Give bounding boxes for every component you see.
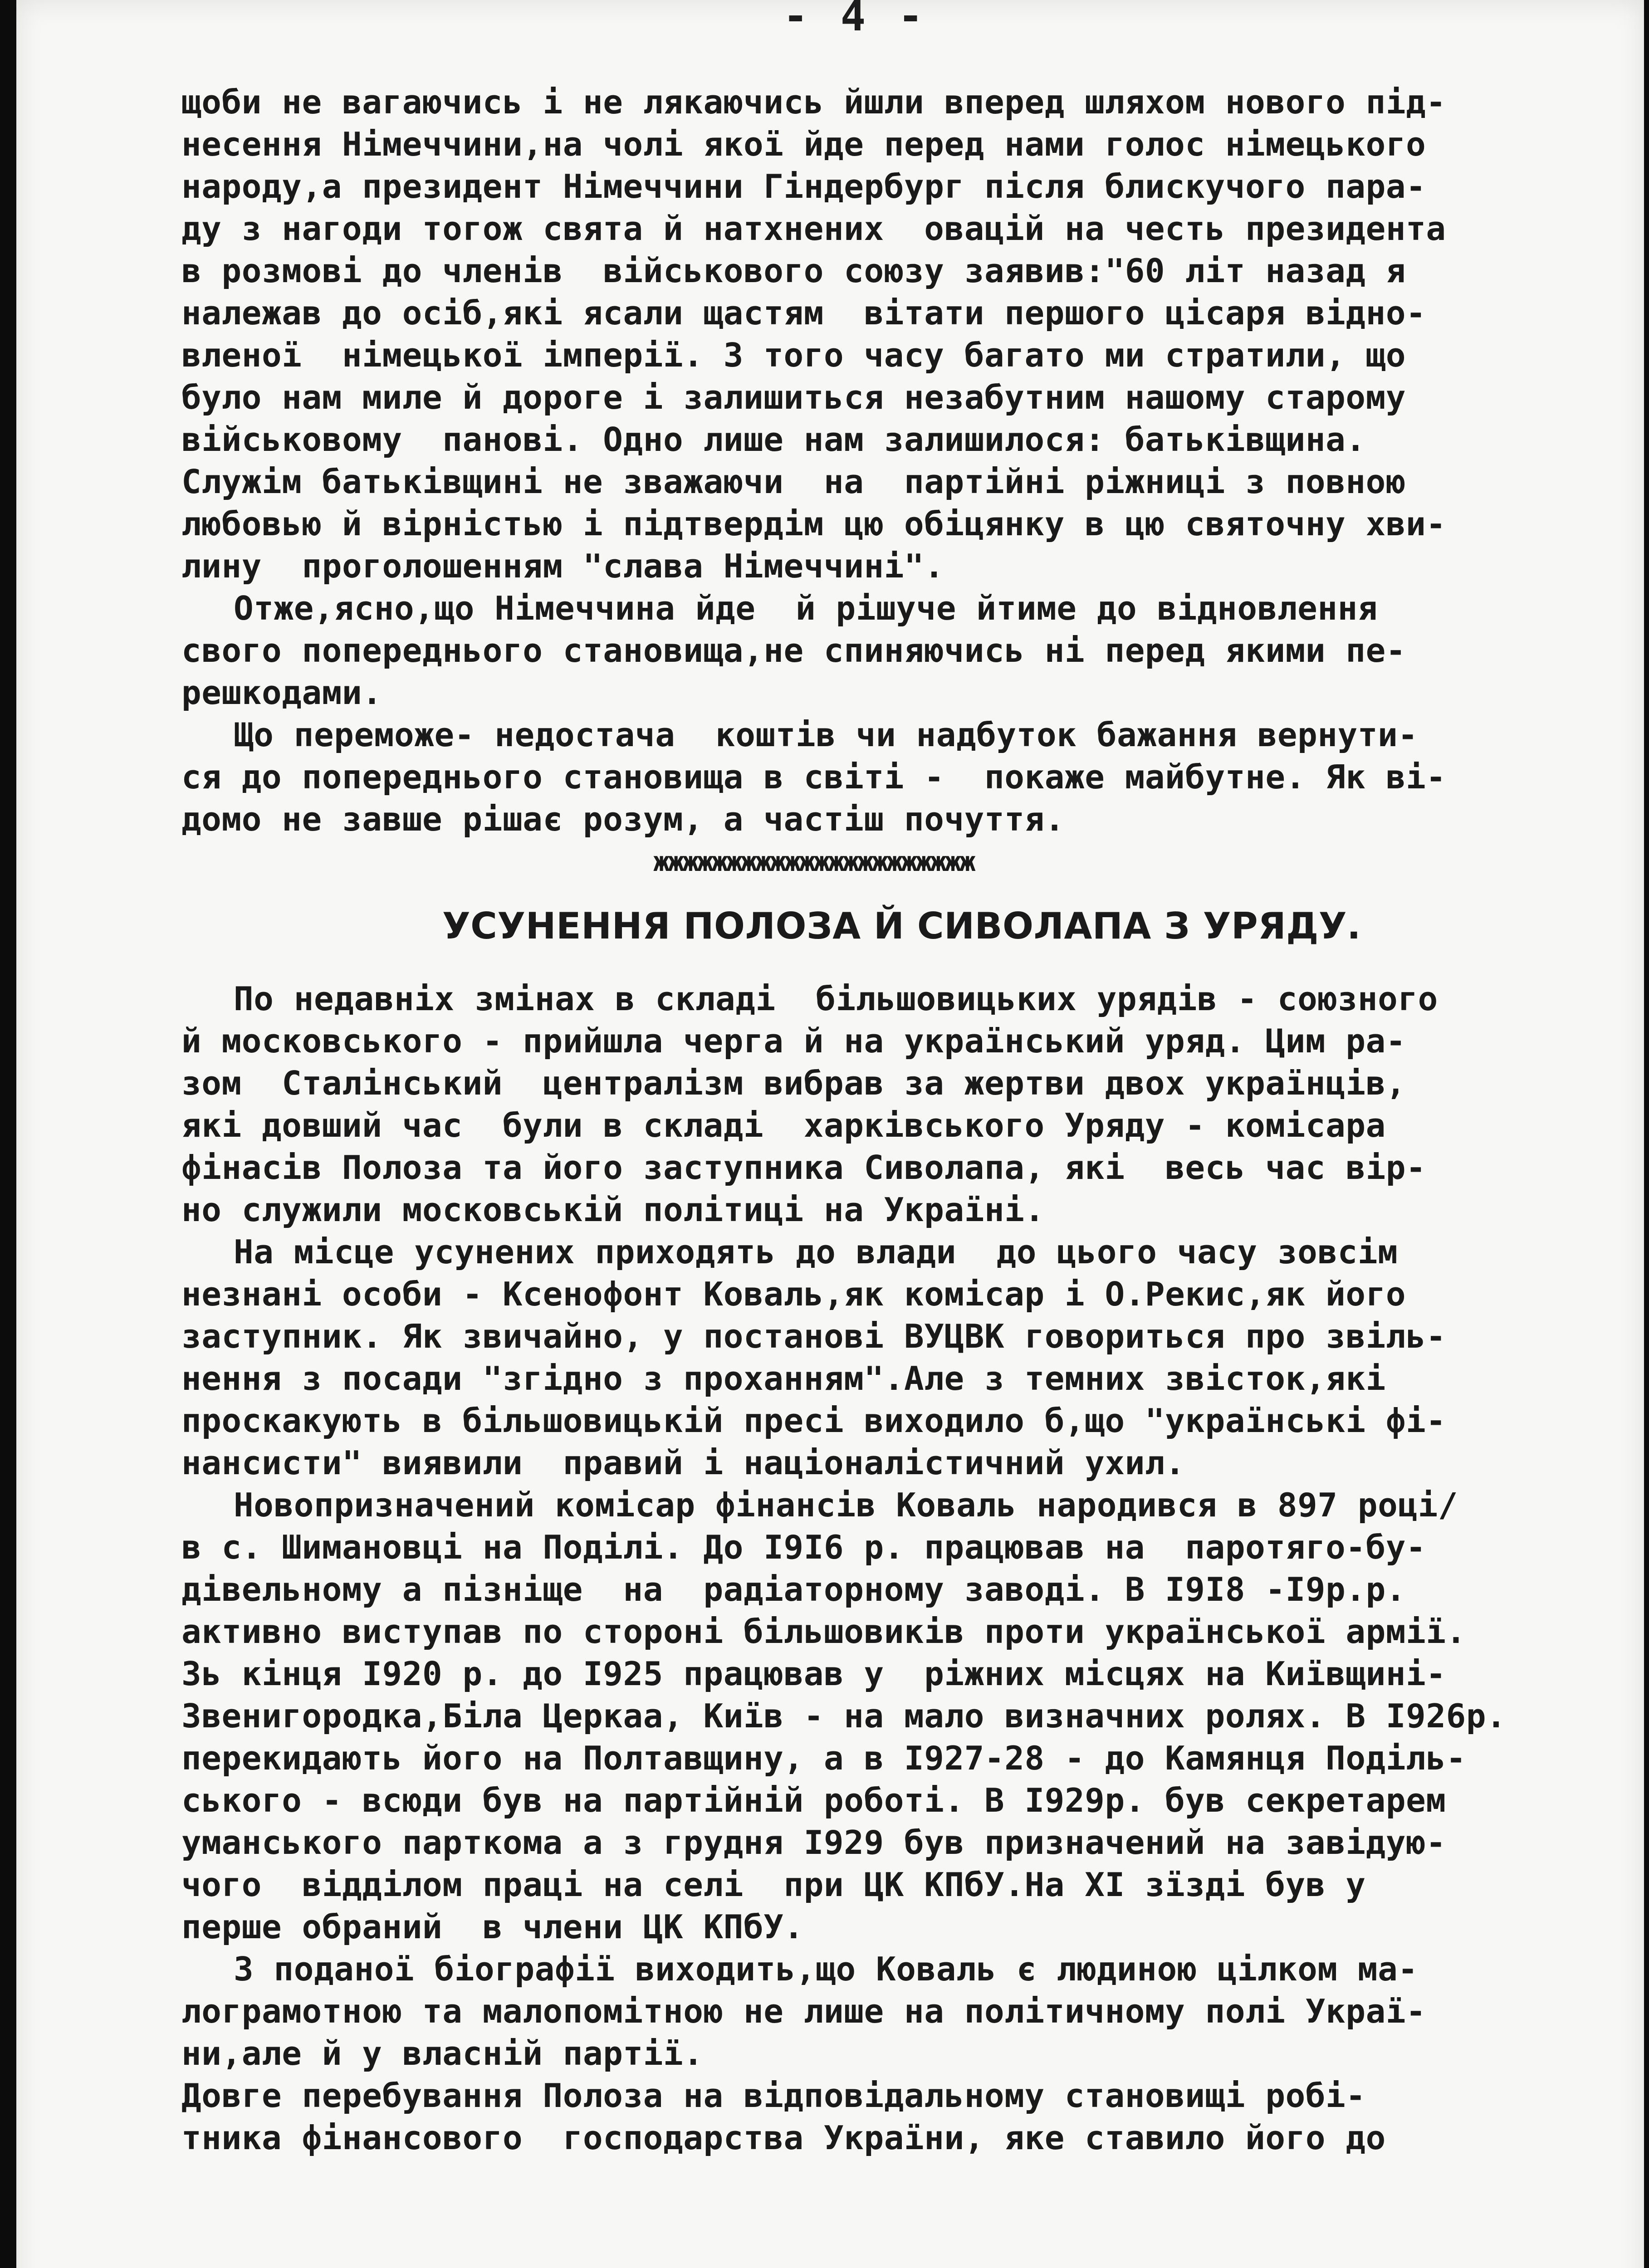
text-line: в розмові до членів військового союзу заявив:"60 літ назад я	[181, 252, 1406, 290]
text-line: нансисти" виявили правий і націоналістичний ухил.	[181, 1444, 1185, 1482]
text-line: зом Сталінський централізм вибрав за жертви двох українців,	[181, 1065, 1406, 1103]
text-line: Новопризначений комісар фінансів Коваль народився в 897 році/	[234, 1486, 1458, 1525]
text-line: ся до попереднього становища в світі - покаже майбутне. Як ві-	[181, 758, 1446, 797]
section-heading: УСУНЕННЯ ПОЛОЗА Й СИВОЛАПА З УРЯДУ.	[442, 905, 1361, 947]
text-line: незнані особи - Ксенофонт Коваль,як комісар і О.Рекис,як його	[181, 1276, 1406, 1314]
text-line: в с. Шимановці на Поділі. До I9I6 р. працював на паротяго-бу-	[181, 1529, 1426, 1567]
text-line: військовому панові. Одно лише нам залишилося: батьківщина.	[181, 421, 1366, 459]
text-line: ського - всюди був на партійній роботі. В I929р. був секретарем	[181, 1782, 1446, 1820]
text-line: належав до осіб,які ясали щастям вітати першого цісаря відно-	[181, 294, 1426, 332]
text-line: По недавніх змінах в складі більшовицьких урядів - союзного	[234, 980, 1438, 1018]
text-line: активно виступав по стороні більшовиків проти української армії.	[181, 1613, 1466, 1651]
text-line: Що переможе- недостача коштів чи надбуток бажання вернути-	[234, 716, 1418, 754]
text-line: Отже,ясно,що Німеччина йде й рішуче йтиме до відновлення	[234, 590, 1378, 628]
text-line: решкодами.	[181, 674, 382, 712]
section-separator: жжжжжжжжжжжжжжжжжжжжжж	[653, 846, 974, 878]
text-line: перше обраний в члени ЦК КПбУ.	[181, 1908, 804, 1946]
text-line: й московського - прийшла черга й на український уряд. Цим ра-	[181, 1022, 1406, 1061]
page-number: - 4 -	[783, 0, 927, 40]
document-page	[16, 0, 1644, 2268]
text-line: вленої німецької імперії. З того часу багато ми стратили, що	[181, 337, 1406, 375]
text-line: нення з посади "згідно з проханням".Але з темних звісток,які	[181, 1360, 1386, 1398]
text-line: тника фінансового господарства України, яке ставило його до	[181, 2119, 1386, 2157]
text-line: проскакують в більшовицькій пресі виходило б,що "українські фі-	[181, 1402, 1446, 1440]
text-line: Звенигородка,Біла Церкаа, Київ - на мало визначних ролях. В I926р.	[181, 1697, 1507, 1735]
text-line: домо не завше рішає розум, а частіш почуття.	[181, 801, 1065, 839]
document-body	[181, 82, 1606, 2160]
text-line: дівельному а пізніще на радіаторному заводі. В I9I8 -I9р.р.	[181, 1571, 1406, 1609]
text-line: На місце усунених приходять до влади до цього часу зовсім	[234, 1233, 1398, 1271]
text-line: уманського парткома а з грудня I929 був призначений на завідую-	[181, 1824, 1446, 1862]
text-line: щоби не вагаючись і не лякаючись йшли вперед шляхом нового під-	[181, 83, 1446, 122]
text-line: лину проголошенням "слава Німеччині".	[181, 547, 944, 586]
text-line: Служім батьківщині не зважаючи на партійні ріжниці з повною	[181, 463, 1406, 501]
text-line: було нам миле й дороге і залишиться незабутним нашому старому	[181, 379, 1406, 417]
text-line: Зь кінця I920 р. до I925 працював у ріжних місцях на Київщині-	[181, 1655, 1446, 1693]
text-line: ду з нагоди тогож свята й натхнених овацій на честь президента	[181, 210, 1446, 248]
text-line: любовью й вірністью і підтвердім цю обіцянку в цю святочну хви-	[181, 505, 1446, 543]
text-line: Довге перебування Полоза на відповідальному становищі робі-	[181, 2077, 1366, 2115]
text-line: лограмотною та малопомітною не лише на політичному полі Украї-	[181, 1993, 1426, 2031]
text-line: заступник. Як звичайно, у постанові ВУЦВК говориться про звіль-	[181, 1318, 1446, 1356]
text-line: чого відділом праці на селі при ЦК КПбУ.На ХІ зїзді був у	[181, 1866, 1366, 1904]
text-line: но служили московській політиці на Україні.	[181, 1191, 1045, 1229]
text-line: несення Німеччини,на чолі якої йде перед нами голос німецького	[181, 126, 1426, 164]
text-line: З поданої біографії виходить,що Коваль є людиною цілком ма-	[234, 1950, 1418, 1989]
text-line: перекидають його на Полтавщину, а в I927-28 - до Камянця Поділь-	[181, 1740, 1466, 1778]
text-line: які довший час були в складі харківського Уряду - комісара	[181, 1107, 1386, 1145]
text-line: фінасів Полоза та його заступника Сиволапа, які весь час вір-	[181, 1149, 1426, 1187]
text-line: свого попереднього становища,не спиняючись ні перед якими пе-	[181, 632, 1406, 670]
text-line: народу,а президент Німеччини Гіндербург після блискучого пара-	[181, 168, 1426, 206]
text-line: ни,але й у власній партії.	[181, 2035, 704, 2073]
